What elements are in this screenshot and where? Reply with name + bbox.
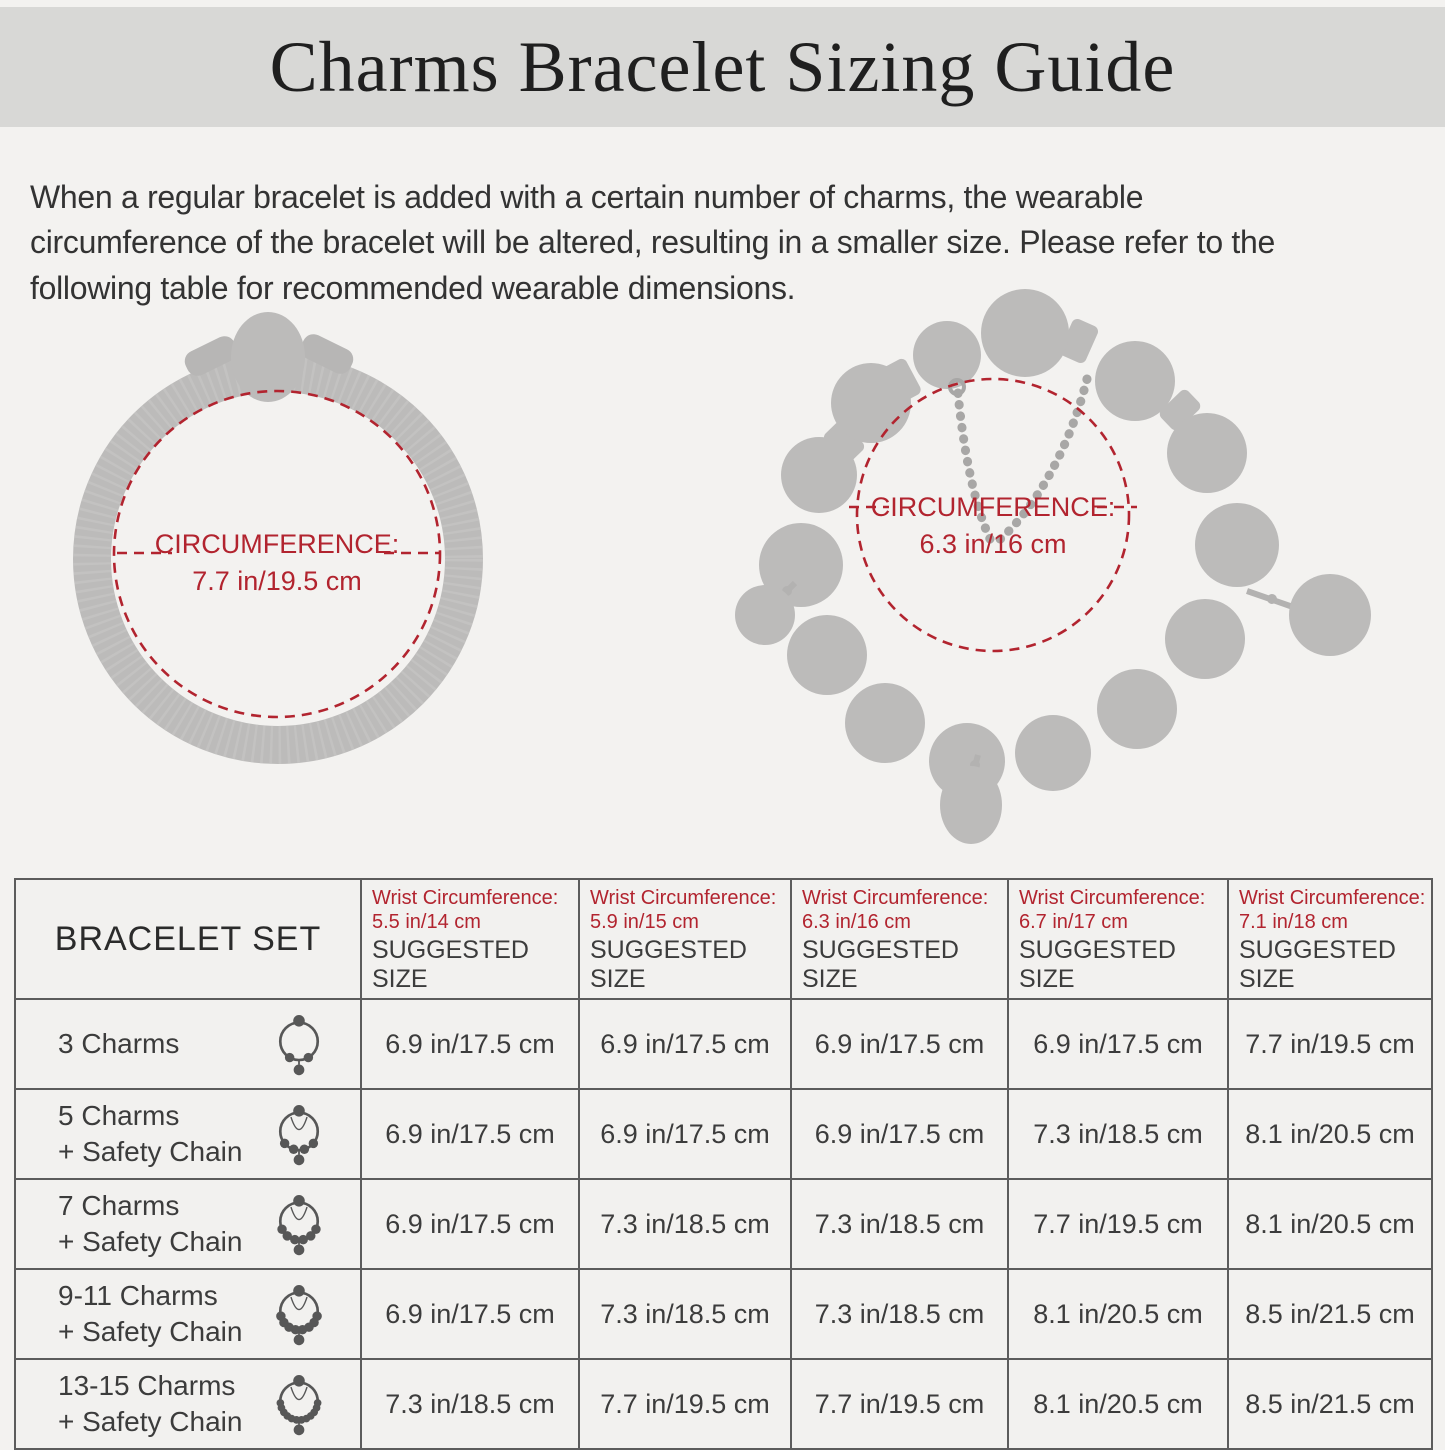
suggested-size-value: 7.3 in/18.5 cm — [1008, 1089, 1228, 1179]
suggested-size-label: SUGGESTED SIZE — [372, 936, 529, 993]
bracelet-set-cell — [15, 1179, 361, 1269]
table-row — [15, 1179, 1432, 1269]
suggested-size-value: 6.9 in/17.5 cm — [791, 999, 1008, 1089]
suggested-size-value: 6.9 in/17.5 cm — [1008, 999, 1228, 1089]
plain-circumference-value: 7.7 in/19.5 cm — [192, 566, 362, 596]
wrist-circumference-label: Wrist Circumference: 6.3 in/16 cm — [802, 887, 989, 933]
suggested-size-label: SUGGESTED SIZE — [802, 936, 959, 993]
wrist-column-header — [791, 879, 1008, 999]
table-row — [15, 1269, 1432, 1359]
bracelet-set-label: 3 Charms — [58, 1027, 180, 1059]
suggested-size-label: SUGGESTED SIZE — [1239, 936, 1396, 993]
suggested-size-value: 7.3 in/18.5 cm — [579, 1179, 791, 1269]
wrist-column-header — [1008, 879, 1228, 999]
wrist-column-header — [579, 879, 791, 999]
suggested-size-value: 7.7 in/19.5 cm — [1228, 999, 1432, 1089]
plain-circumference-label: CIRCUMFERENCE: — [154, 529, 400, 559]
page-title: Charms Bracelet Sizing Guide — [269, 26, 1176, 107]
suggested-size-value: 8.5 in/21.5 cm — [1228, 1359, 1432, 1449]
suggested-size-value: 7.3 in/18.5 cm — [791, 1179, 1008, 1269]
bracelet-set-icon — [272, 1011, 326, 1077]
suggested-size-value: 6.9 in/17.5 cm — [361, 1089, 579, 1179]
dangling-charms — [735, 574, 1371, 844]
suggested-size-value: 6.9 in/17.5 cm — [361, 999, 579, 1089]
table-header-row — [15, 879, 1432, 999]
circumference-annotation — [114, 391, 440, 717]
wrist-column-header — [1228, 879, 1432, 999]
bracelet-set-cell — [15, 1269, 361, 1359]
suggested-size-value: 8.1 in/20.5 cm — [1228, 1089, 1432, 1179]
suggested-size-value: 7.7 in/19.5 cm — [579, 1359, 791, 1449]
bracelet-set-icon — [272, 1191, 326, 1257]
charm-circumference-label: CIRCUMFERENCE: — [870, 492, 1116, 522]
bracelet-set-header: BRACELET SET — [15, 879, 361, 999]
suggested-size-value: 7.7 in/19.5 cm — [791, 1359, 1008, 1449]
bracelet-set-label: 13-15 Charms + Safety Chain — [58, 1369, 243, 1437]
suggested-size-value: 6.9 in/17.5 cm — [579, 999, 791, 1089]
suggested-size-value: 7.3 in/18.5 cm — [361, 1359, 579, 1449]
plain-bracelet-illustration — [60, 287, 680, 787]
suggested-size-label: SUGGESTED SIZE — [1019, 936, 1176, 993]
table-row — [15, 999, 1432, 1089]
suggested-size-value: 6.9 in/17.5 cm — [579, 1089, 791, 1179]
wrist-circumference-label: Wrist Circumference: 6.7 in/17 cm — [1019, 887, 1206, 933]
wrist-circumference-label: Wrist Circumference: 5.5 in/14 cm — [372, 887, 559, 933]
bracelet-set-cell — [15, 999, 361, 1089]
wrist-column-header — [361, 879, 579, 999]
bracelet-set-cell — [15, 1089, 361, 1179]
bracelet-set-cell — [15, 1359, 361, 1449]
suggested-size-value: 7.3 in/18.5 cm — [579, 1269, 791, 1359]
suggested-size-value: 6.9 in/17.5 cm — [361, 1179, 579, 1269]
bracelet-set-icon — [272, 1101, 326, 1167]
charm-circumference-value: 6.3 in/16 cm — [919, 529, 1067, 559]
intro-paragraph: When a regular bracelet is added with a certain number of charms, the wearable circumference of the bracelet will be altered, resulting in a smaller size. Please refer to the following table for recommended wearable dimensions. — [30, 179, 1275, 306]
bracelet-set-icon — [272, 1371, 326, 1437]
suggested-size-value: 6.9 in/17.5 cm — [791, 1089, 1008, 1179]
suggested-size-label: SUGGESTED SIZE — [590, 936, 747, 993]
suggested-size-value: 7.7 in/19.5 cm — [1008, 1179, 1228, 1269]
bracelet-set-icon — [272, 1281, 326, 1347]
suggested-size-value: 8.5 in/21.5 cm — [1228, 1269, 1432, 1359]
wrist-circumference-label: Wrist Circumference: 5.9 in/15 cm — [590, 887, 777, 933]
charm-bracelet-illustration — [735, 283, 1395, 863]
sizing-table — [14, 878, 1433, 1450]
bracelet-set-label: 9-11 Charms + Safety Chain — [58, 1279, 243, 1347]
suggested-size-value: 7.3 in/18.5 cm — [791, 1269, 1008, 1359]
table-row — [15, 1359, 1432, 1449]
bracelet-set-label: 5 Charms + Safety Chain — [58, 1099, 243, 1167]
suggested-size-value: 8.1 in/20.5 cm — [1008, 1269, 1228, 1359]
suggested-size-value: 8.1 in/20.5 cm — [1228, 1179, 1432, 1269]
table-row — [15, 1089, 1432, 1179]
bracelet-set-label: 7 Charms + Safety Chain — [58, 1189, 243, 1257]
suggested-size-value: 6.9 in/17.5 cm — [361, 1269, 579, 1359]
wrist-circumference-label: Wrist Circumference: 7.1 in/18 cm — [1239, 887, 1426, 933]
suggested-size-value: 8.1 in/20.5 cm — [1008, 1359, 1228, 1449]
